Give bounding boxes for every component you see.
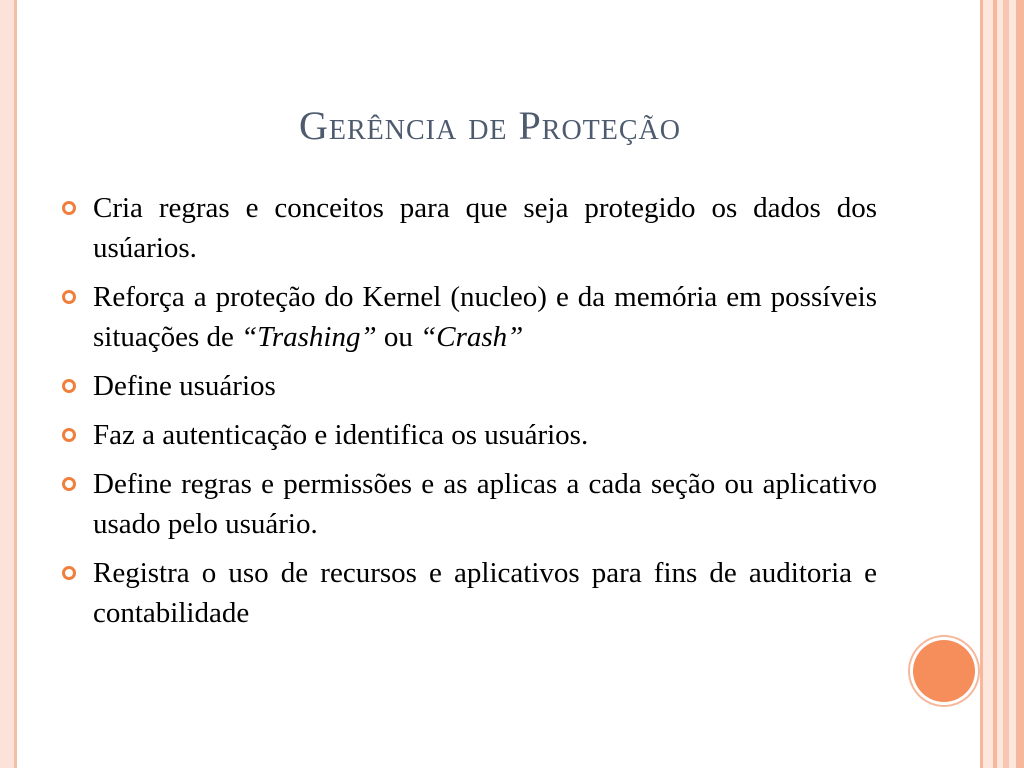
bullet-italic-term: “Trashing” — [241, 321, 377, 353]
bullet-text: Faz a autenticação e identifica os usuários. — [93, 419, 589, 451]
bullet-icon — [62, 477, 76, 491]
bullet-icon — [62, 379, 76, 393]
slide-title: Gerência de Proteção — [298, 103, 681, 148]
frame-stripe — [993, 0, 997, 768]
bullet-item — [62, 464, 877, 544]
bullet-text: Define usuários — [93, 370, 276, 402]
bullet-list — [62, 188, 877, 642]
bullet-text: Define regras e permissões e as aplicas a cada seção ou aplicativo usado pelo usuário. — [93, 468, 877, 540]
bullet-icon — [62, 566, 76, 580]
bullet-text: Registra o uso de recursos e aplicativos para fins de auditoria e contabilidade — [93, 557, 877, 629]
left-frame-border — [0, 0, 17, 768]
bullet-text: Reforça a proteção do Kernel (nucleo) e da memória em possíveis situações de — [93, 281, 877, 353]
bullet-item — [62, 415, 877, 455]
bullet-text: ou — [376, 321, 421, 353]
decorative-circle — [913, 640, 975, 702]
bullet-icon — [62, 201, 76, 215]
frame-stripe — [1003, 0, 1009, 768]
bullet-icon — [62, 428, 76, 442]
bullet-item — [62, 188, 877, 268]
bullet-item — [62, 553, 877, 633]
frame-stripe — [1016, 0, 1024, 768]
bullet-icon — [62, 290, 76, 304]
bullet-italic-term: “Crash” — [420, 321, 524, 353]
bullet-item — [62, 277, 877, 357]
bullet-text: Cria regras e conceitos para que seja protegido os dados dos usúarios. — [93, 192, 877, 264]
bullet-item — [62, 366, 877, 406]
frame-stripe — [980, 0, 983, 768]
